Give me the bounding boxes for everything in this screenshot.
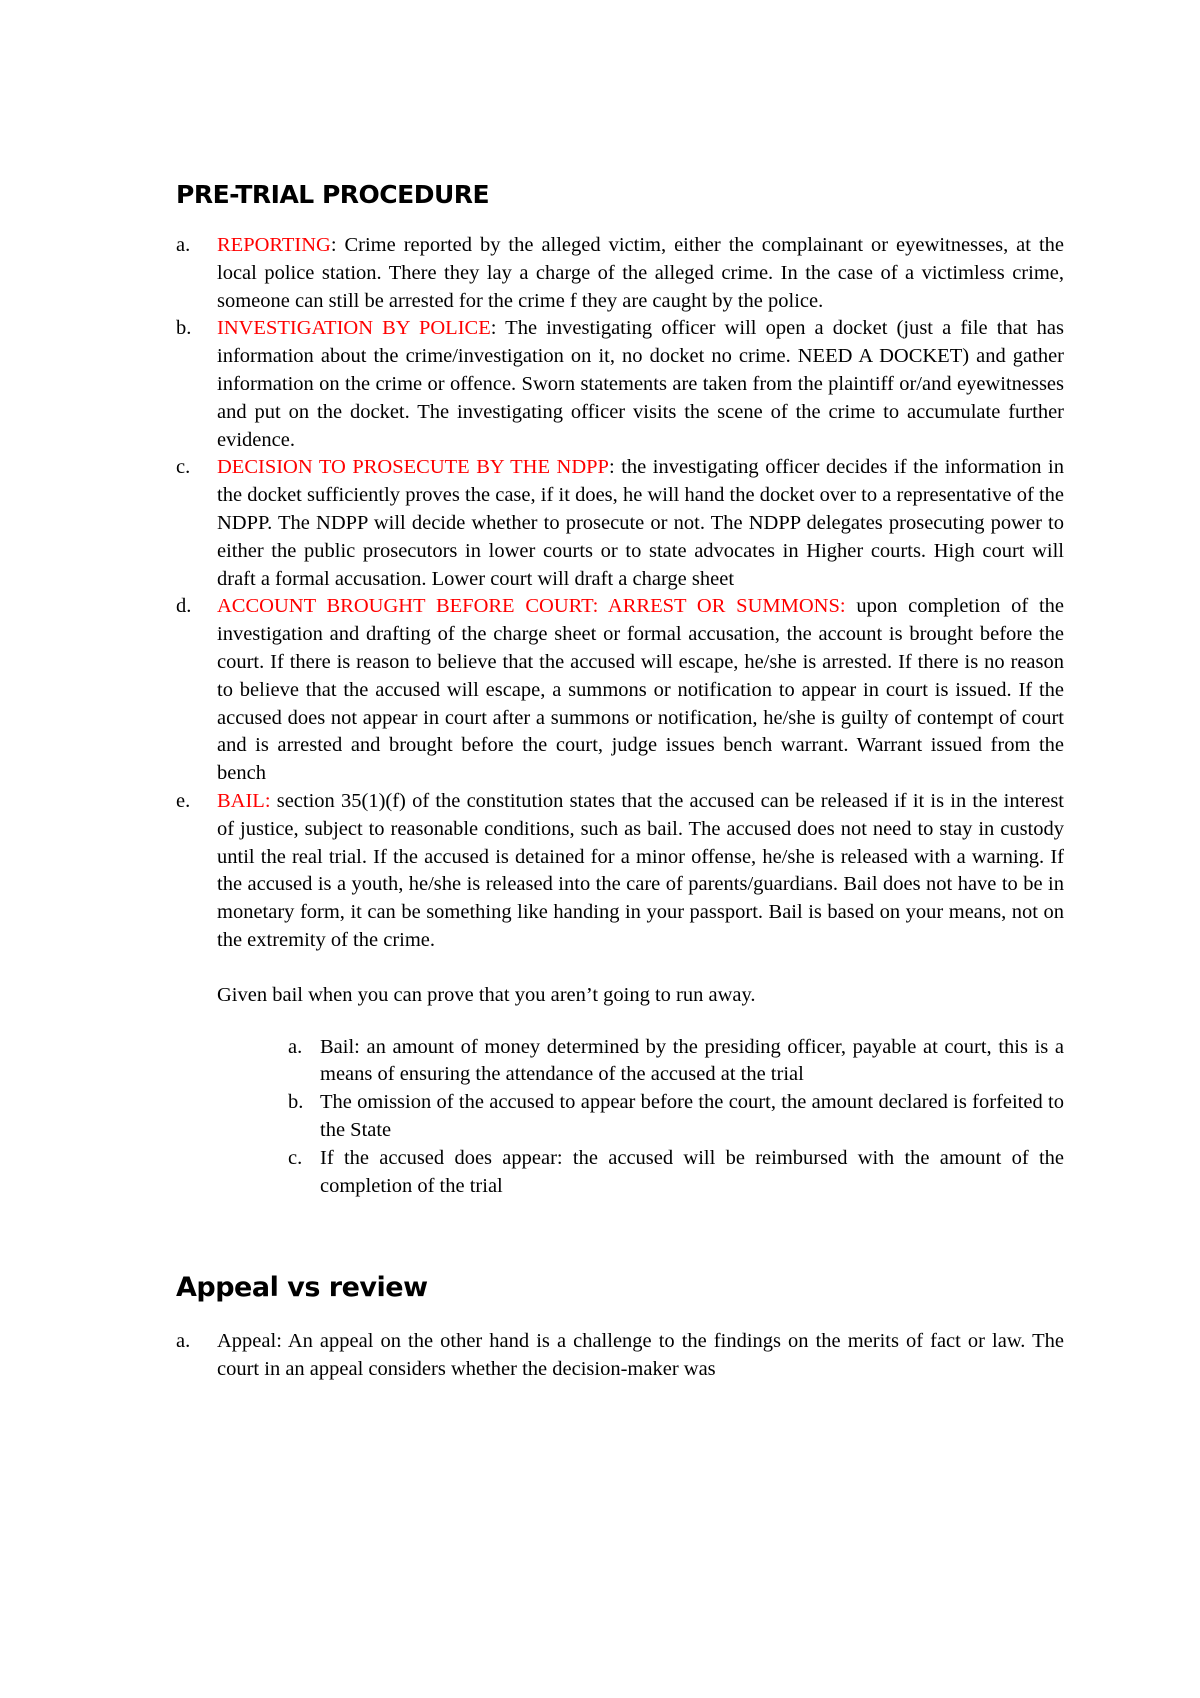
sublist-item (288, 1089, 1064, 1145)
sublist-item (288, 1145, 1064, 1201)
bail-sublist (176, 1034, 1064, 1201)
list-item-decision-to-prosecute (176, 454, 1064, 593)
item-label: DECISION TO PROSECUTE BY THE NDPP (217, 456, 609, 479)
item-label: ACCOUNT BROUGHT BEFORE COURT: ARREST OR SUMMONS: (217, 595, 846, 618)
list-item-bail (176, 788, 1064, 955)
section-title-pretrial: PRE-TRIAL PROCEDURE (176, 180, 490, 209)
item-label-sep: : (490, 317, 497, 340)
item-label: INVESTIGATION BY POLICE (217, 317, 491, 340)
list-marker: a. (176, 234, 191, 256)
list-marker: c. (176, 456, 191, 479)
list-marker: b. (288, 1091, 304, 1114)
sublist-item (288, 1034, 1064, 1090)
list-marker: e. (176, 789, 191, 812)
item-text: The omission of the accused to appear before the court, the amount declared is forfeited to the State (320, 1091, 1064, 1141)
list-item-reporting (176, 232, 1064, 315)
item-label-sep: : (330, 234, 337, 256)
pretrial-list (176, 232, 1064, 955)
list-marker: a. (176, 1330, 191, 1353)
item-text: Bail: an amount of money determined by the presiding officer, payable at court, this is a means of ensuring the attendance of the accused at the trial (320, 1035, 1064, 1086)
list-marker: a. (288, 1035, 303, 1058)
item-label-sep: : (608, 456, 615, 479)
item-text: upon completion of the investigation and drafting of the charge sheet or formal accusation, the account is brought before the court. If there is reason to believe that the accused will escape, he/she is arrested. If there is no reason to believe that the accused will escape, a summons or notification to appear in court is issued. If the accused does not appear in court after a summons or notification, he/she is guilty of contempt of court and is arrested and brought before the court, judge issues bench warrant. Warrant issued from the bench (217, 595, 1064, 785)
list-item-appeal (176, 1328, 1064, 1384)
item-text: If the accused does appear: the accused will be reimbursed with the amount of the completion of the trial (320, 1146, 1064, 1197)
item-label: BAIL: (217, 789, 271, 812)
list-item-investigation (176, 315, 1064, 454)
bail-note: Given bail when you can prove that you aren’t going to run away. (217, 983, 756, 1006)
list-item-account-before-court (176, 593, 1064, 788)
section-title-appeal-vs-review: Appeal vs review (176, 1272, 428, 1304)
item-text: Appeal: An appeal on the other hand is a challenge to the findings on the merits of fact or law. The court in an appeal considers whether the decision-maker was (217, 1330, 1064, 1381)
item-text: The investigating officer will open a docket (just a file that has information about the crime/investigation on it, no docket no crime. NEED A DOCKET) and gather information on the crime or offence. Sworn statements are taken from the plaintiff or/and eyewitnesses and put on the docket. The investigating officer visits the scene of the crime to accumulate further evidence. (217, 317, 1064, 451)
list-marker: c. (288, 1146, 303, 1169)
item-text: the investigating officer decides if the information in the docket sufficiently proves the case, if it does, he will hand the docket over to a representative of the NDPP. The NDPP will decide whether to prosecute or not. The NDPP delegates prosecuting power to either the public prosecutors in lower courts or to state advocates in Higher courts. High court will draft a formal accusation. Lower court will draft a charge sheet (217, 456, 1065, 590)
item-text: Crime reported by the alleged victim, either the complainant or eyewitnesses, at the local police station. There they lay a charge of the alleged crime. In the case of a victimless crime, someone can still be arrested for the crime f they are caught by the police. (217, 234, 1064, 312)
item-text: section 35(1)(f) of the constitution states that the accused can be released if it is in the interest of justice, subject to reasonable conditions, such as bail. The accused does not need to stay in custody until the real trial. If the accused is detained for a minor offense, he/she is released with a warning. If the accused is a youth, he/she is released into the care of parents/guardians. Bail does not have to be in monetary form, it can be something like handing in your passport. Bail is based on your means, not on the extremity of the crime. (217, 789, 1064, 951)
appeal-review-list (176, 1328, 1064, 1384)
list-marker: b. (176, 317, 192, 340)
list-marker: d. (176, 595, 192, 618)
item-label: REPORTING (217, 234, 331, 256)
